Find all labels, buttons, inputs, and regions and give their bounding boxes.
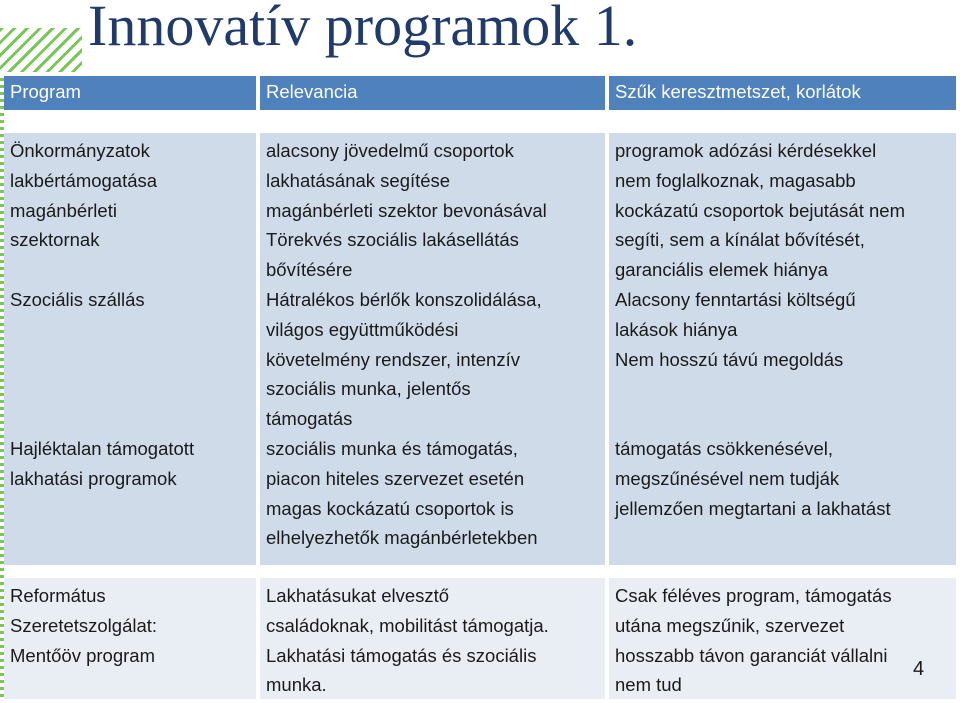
cell-line: lakbértámogatása [10,169,158,191]
cell-line: Alacsony fenntartási költségű [615,288,856,310]
page-number: 4 [913,658,925,680]
cell-line: Törekvés szociális lakásellátás [266,229,519,251]
cell-line: magas kockázatú csoportok is [266,497,514,519]
cell-line: segíti, sem a kínálat bővítését, [615,229,865,251]
cell-relevancia [260,578,605,699]
cell-line: Lakhatásukat elvesztő [266,585,450,606]
cell-line: Hátralékos bérlők konszolidálása, [266,288,542,310]
cell-korlatok [609,133,956,565]
cell-program [4,578,256,699]
cell-line: Mentőöv program [10,644,155,666]
cell-line: piacon hiteles szervezet esetén [266,467,525,489]
cell-line: bővítésére [266,259,353,281]
cell-line: követelmény rendszer, intenzív [266,348,520,370]
cell-line: Szociális szállás [10,288,145,310]
cell-line: családoknak, mobilitást támogatja. [266,614,549,636]
decorative-stripes [0,28,82,72]
cell-line: megszűnésével nem tudják [615,467,840,489]
cell-line: szektornak [10,229,100,251]
cell-line: lakások hiánya [615,318,738,340]
cell-line: Nem hosszú távú megoldás [615,348,844,370]
cell-line: támogatás [266,408,353,430]
cell-line [10,345,256,375]
header-korlatok: Szűk keresztmetszet, korlátok [609,76,956,110]
cell-line [10,374,256,404]
cell-line: lakhatásának segítése [266,169,451,191]
cell-program [4,133,256,565]
cell-line [10,315,256,345]
cell-line [615,374,956,404]
cell-line: nem foglalkoznak, magasabb [615,169,856,191]
cell-line: lakhatási programok [10,467,177,489]
header-relevancia: Relevancia [260,76,605,110]
cell-line: jellemzően megtartani a lakhatást [615,497,891,519]
slide-title: Innovatív programok 1. [88,0,638,58]
cell-line [10,255,256,285]
cell-line: Szeretetszolgálat: [10,614,158,636]
cell-line: Hajléktalan támogatott [10,437,195,459]
cell-line: Önkormányzatok [10,140,150,161]
cell-line: garanciális elemek hiánya [615,259,828,281]
cell-line: támogatás csökkenésével, [615,437,834,459]
cell-relevancia [260,133,605,565]
cell-line: alacsony jövedelmű csoportok [266,140,514,161]
cell-line: elhelyezhetők magánbérletekben [266,527,538,549]
cell-line: utána megszűnik, szervezet [615,614,845,636]
cell-korlatok [609,578,956,699]
cell-line: magánbérleti [10,199,117,221]
cell-line: magánbérleti szektor bevonásával [266,199,547,221]
header-program: Program [4,76,256,110]
cell-line: Csak féléves program, támogatás [615,585,892,606]
cell-line: nem tud [615,674,682,696]
cell-line [10,404,256,434]
cell-line: hosszabb távon garanciát vállalni [615,644,888,666]
cell-line: Református [10,585,106,606]
cell-line: kockázatú csoportok bejutását nem [615,199,905,221]
cell-line: világos együttműködési [266,318,459,340]
cell-line: programok adózási kérdésekkel [615,140,877,161]
cell-line: szociális munka, jelentős [266,378,471,400]
cell-line: szociális munka és támogatás, [266,437,518,459]
cell-line [615,404,956,434]
cell-line: munka. [266,674,327,696]
cell-line: Lakhatási támogatás és szociális [266,644,537,666]
